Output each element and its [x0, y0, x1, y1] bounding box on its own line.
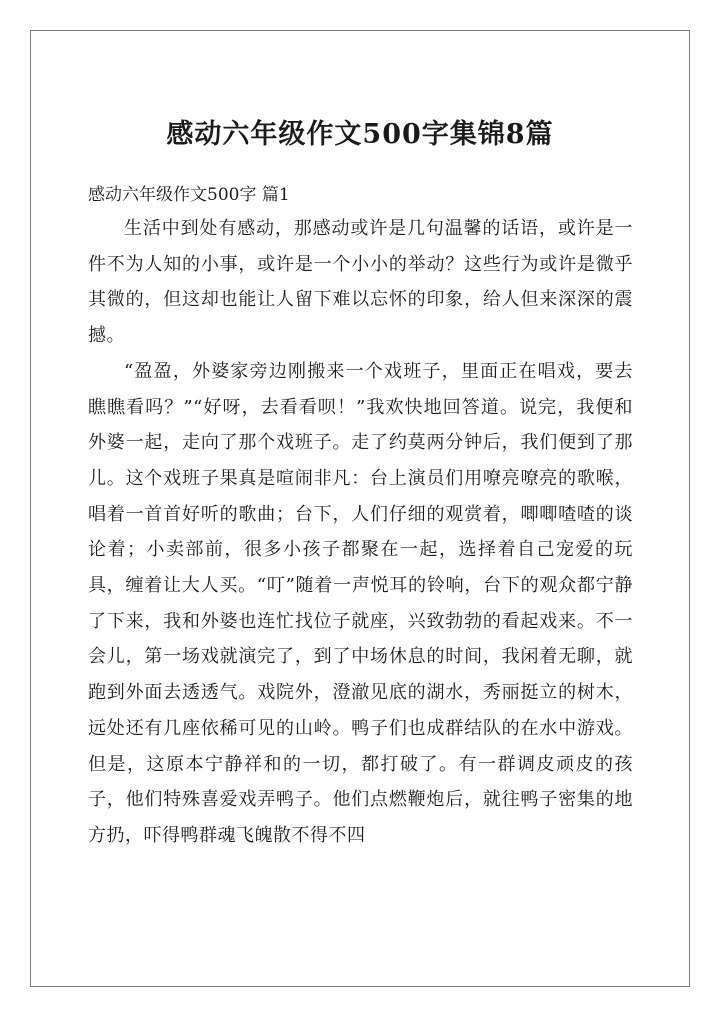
- document-title: 感动六年级作文500字集锦8篇: [166, 119, 554, 150]
- article-body: [88, 211, 633, 854]
- section-heading: 感动六年级作文500字 篇1: [88, 185, 290, 205]
- paragraph-1: 生活中到处有感动，那感动或许是几句温馨的话语，或许是一件不为人知的小事，或许是一个小小的举动？这些行为或许是微乎其微的，但这却也能让人留下难以忘怀的印象，给人但来深深的震撼。: [88, 218, 633, 347]
- paragraph-2: “盈盈，外婆家旁边刚搬来一个戏班子，里面正在唱戏，要去瞧瞧看吗？”“好呀，去看看呗！”我欢快地回答道。说完，我便和外婆一起，走向了那个戏班子。走了约莫两分钟后，我们便到了那儿。这个戏班子果真是喧闹非凡：台上演员们用嘹亮嘹亮的歌喉，唱着一首首好听的歌曲；台下，人们仔细的观赏着，唧唧喳喳的谈论着；小卖部前，很多小孩子都聚在一起，选择着自己宠爱的玩具，缠着让大人买。“叮”随着一声悦耳的铃响，台下的观众都宁静了下来，我和外婆也连忙找位子就座，兴致勃勃的看起戏来。不一会儿，第一场戏就演完了，到了中场休息的时间，我闲着无聊，就跑到外面去透透气。戏院外，澄澈见底的湖水，秀丽挺立的树木，远处还有几座依稀可见的山岭。鸭子们也成群结队的在水中游戏。但是，这原本宁静祥和的一切，都打破了。有一群调皮顽皮的孩子，他们特殊喜爱戏弄鸭子。他们点燃鞭炮后，就往鸭子密集的地方扔，吓得鸭群魂飞魄散不得不四: [88, 360, 633, 846]
